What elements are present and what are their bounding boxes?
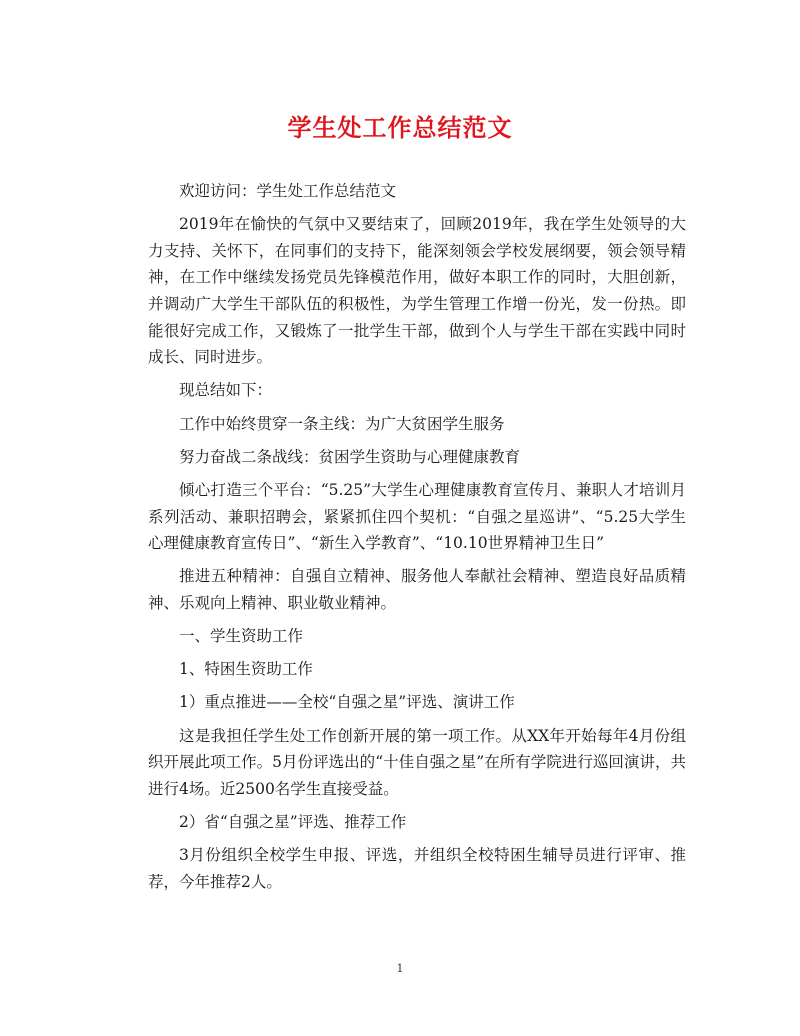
document-body [148,178,686,902]
paragraph-main-line: 工作中始终贯穿一条主线：为广大贫困学生服务 [179,414,505,433]
section-heading-aid: 一、学生资助工作 [179,627,304,646]
paragraph-five-spirits: 推进五种精神：自强自立精神、服务他人奉献社会精神、塑造良好品质精神、乐观向上精神、职业敬业精神。 [148,567,686,612]
page-number: 1 [396,962,404,975]
item-heading-provincial-star: 2）省“自强之星”评选、推荐工作 [179,813,407,831]
paragraph-intro: 2019年在愉快的气氛中又要结束了，回顾2019年，我在学生处领导的大力支持、关怀下，在同事们的支持下，能深刻领会学校发展纲要，领会领导精神，在工作中继续发扬党员先锋模范作用，做好本职工作的同时，大胆创新，并调动广大学生干部队伍的积极性，为学生管理工作增一份光，发一份热。即能很好完成工作，又锻炼了一批学生干部，做到个人与学生干部在实践中同时成长、同时进步。 [148,215,686,367]
document-title: 学生处工作总结范文 [287,113,513,142]
item-heading-self-reliance-star: 1）重点推进——全校“自强之星”评选、演讲工作 [179,693,515,712]
subsection-heading-special-aid: 1、特困生资助工作 [179,660,313,679]
paragraph-summary-lead: 现总结如下： [179,381,273,400]
paragraph-provincial-details: 3月份组织全校学生申报、评选，并组织全校特困生辅导员进行评审、推荐，今年推荐2人。 [148,846,686,891]
paragraph-self-reliance-details: 这是我担任学生处工作创新开展的第一项工作。从XX年开始每年4月份组织开展此项工作。5月份评选出的“十佳自强之星”在所有学院进行巡回演讲，共进行4场。近2500名学生直接受益。 [148,726,686,798]
paragraph-welcome: 欢迎访问：学生处工作总结范文 [179,182,397,200]
paragraph-three-platforms: 倾心打造三个平台：“5.25”大学生心理健康教育宣传月、兼职人才培训月系列活动、兼职招聘会，紧紧抓住四个契机：“自强之星巡讲”、“5.25大学生心理健康教育宣传日”、“新生入学教育”、“10.10世界精神卫生日” [148,480,686,553]
paragraph-two-fronts: 努力奋战二条战线：贫困学生资助与心理健康教育 [179,447,521,466]
